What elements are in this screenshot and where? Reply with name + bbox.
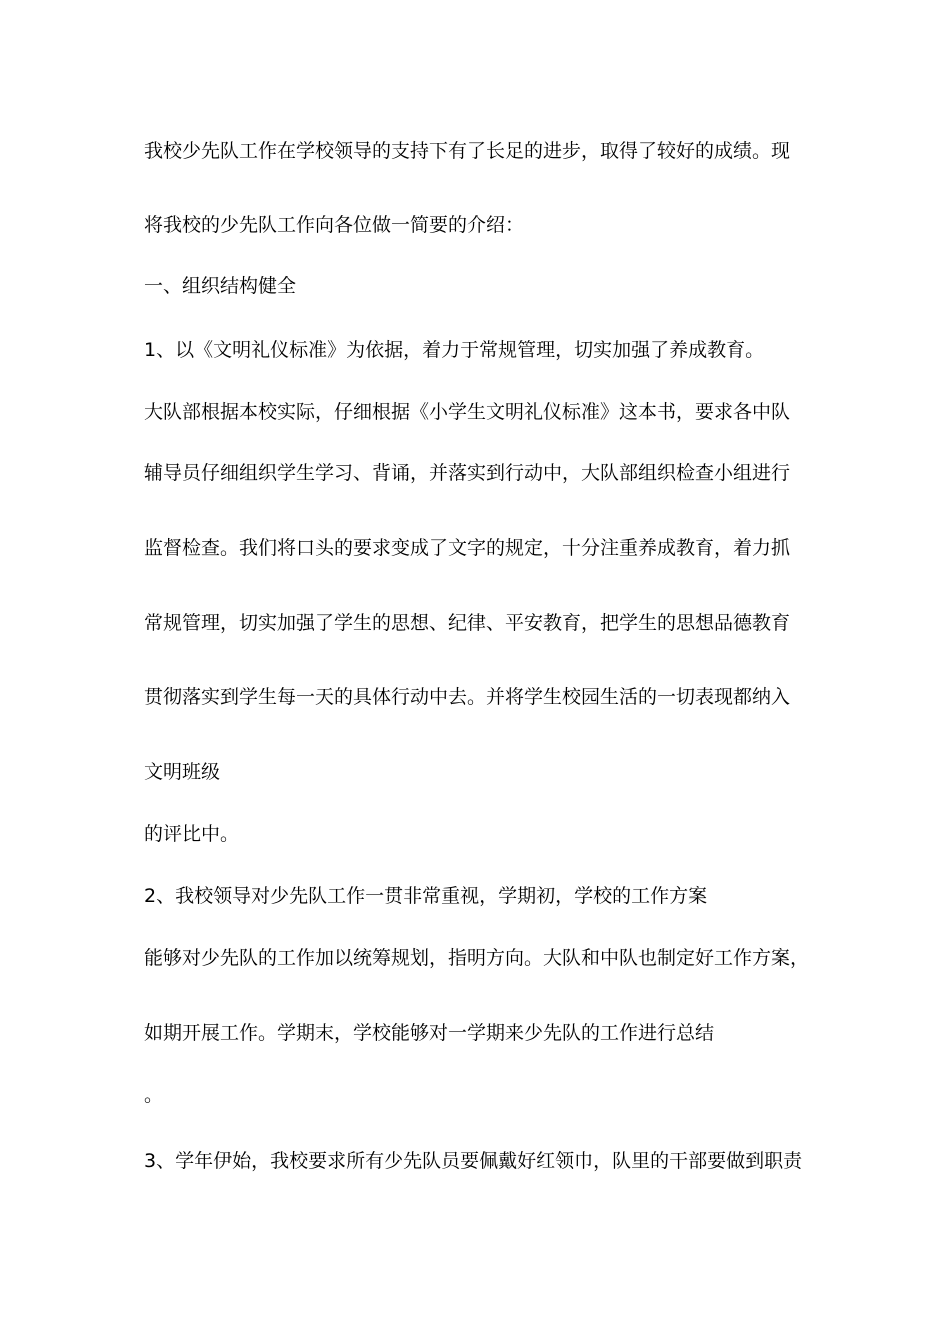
- paragraph-line: 贯彻落实到学生每一天的具体行动中去。并将学生校园生活的一切表现都纳入: [144, 686, 791, 708]
- paragraph-line: 能够对少先队的工作加以统筹规划，指明方向。大队和中队也制定好工作方案，: [144, 947, 810, 969]
- numbered-item: 1、以《文明礼仪标准》为依据，着力于常规管理，切实加强了养成教育。: [144, 339, 765, 361]
- paragraph-line: 。: [144, 1084, 164, 1106]
- numbered-item: 3、学年伊始，我校要求所有少先队员要佩戴好红领巾，队里的干部要做到职责: [144, 1150, 803, 1172]
- paragraph-line: 大队部根据本校实际，仔细根据《小学生文明礼仪标准》这本书，要求各中队: [144, 401, 791, 423]
- paragraph-line: 常规管理，切实加强了学生的思想、纪律、平安教育，把学生的思想品德教育: [144, 612, 791, 634]
- paragraph-line: 文明班级: [144, 761, 221, 783]
- paragraph-line: 辅导员仔细组织学生学习、背诵，并落实到行动中，大队部组织检查小组进行: [144, 462, 791, 484]
- paragraph-line: 我校少先队工作在学校领导的支持下有了长足的进步，取得了较好的成绩。现: [144, 140, 791, 162]
- section-heading: 一、组织结构健全: [144, 275, 297, 297]
- paragraph-line: 将我校的少先队工作向各位做一简要的介绍：: [144, 214, 525, 236]
- paragraph-line: 如期开展工作。学期末，学校能够对一学期来少先队的工作进行总结: [144, 1022, 715, 1044]
- paragraph-line: 的评比中。: [144, 823, 240, 845]
- numbered-item: 2、我校领导对少先队工作一贯非常重视，学期初，学校的工作方案: [144, 885, 708, 907]
- paragraph-line: 监督检查。我们将口头的要求变成了文字的规定，十分注重养成教育，着力抓: [144, 537, 791, 559]
